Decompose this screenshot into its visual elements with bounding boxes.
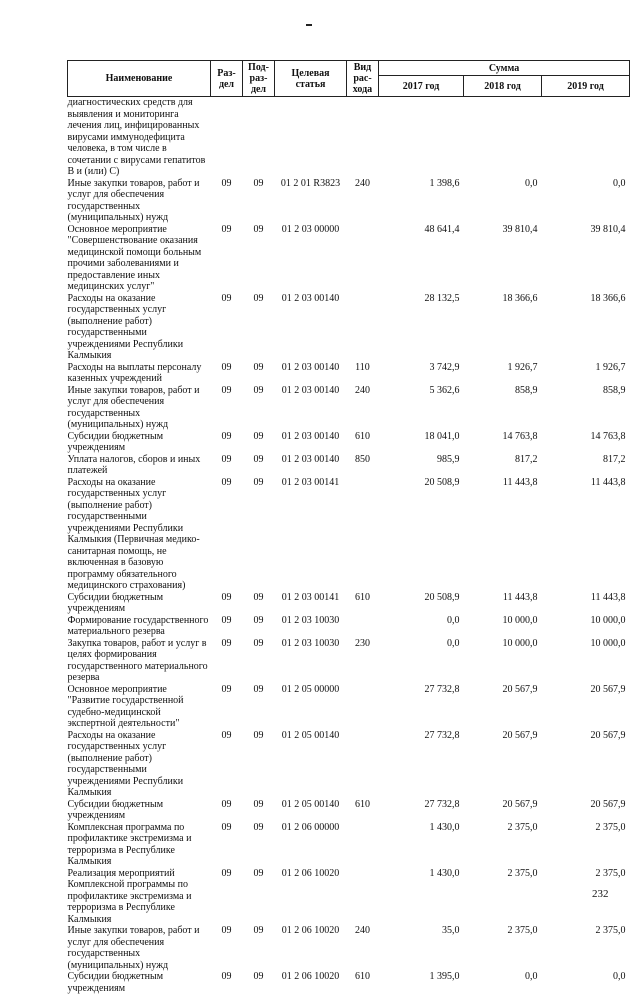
row-celevaya: 01 2 05 00140 xyxy=(275,799,347,822)
header-name: Наименование xyxy=(68,61,211,97)
table-row xyxy=(68,385,630,431)
row-celevaya: 01 2 01 R3823 xyxy=(275,178,347,224)
row-podrazdel: 09 xyxy=(243,638,275,684)
row-sum-2019: 0,0 xyxy=(542,971,630,994)
header-summa: Сумма xyxy=(379,61,630,76)
row-podrazdel: 09 xyxy=(243,224,275,293)
row-vid: 850 xyxy=(347,454,379,477)
row-sum-2019 xyxy=(542,97,630,178)
row-sum-2019: 1 926,7 xyxy=(542,362,630,385)
row-sum-2018: 20 567,9 xyxy=(464,799,542,822)
row-podrazdel: 09 xyxy=(243,684,275,730)
header-vid: Вид рас-хода xyxy=(347,61,379,97)
row-vid: 110 xyxy=(347,362,379,385)
row-sum-2017: 27 732,8 xyxy=(379,684,464,730)
row-podrazdel: 09 xyxy=(243,615,275,638)
row-sum-2017: 27 732,8 xyxy=(379,799,464,822)
row-razdel: 09 xyxy=(211,385,243,431)
table-row xyxy=(68,592,630,615)
header-year-2019: 2019 год xyxy=(542,76,630,97)
row-name: Субсидии бюджетным учреждениям xyxy=(68,592,211,615)
row-name: Комплексная программа по профилактике экстремизма и терроризма в Республике Калмыкия xyxy=(68,822,211,868)
row-celevaya: 01 2 03 00140 xyxy=(275,431,347,454)
row-vid xyxy=(347,477,379,592)
row-vid: 610 xyxy=(347,592,379,615)
row-podrazdel: 09 xyxy=(243,293,275,362)
row-vid: 240 xyxy=(347,178,379,224)
row-vid xyxy=(347,224,379,293)
row-razdel: 09 xyxy=(211,293,243,362)
row-vid: 230 xyxy=(347,638,379,684)
table-row xyxy=(68,97,630,178)
page-number: 232 xyxy=(592,888,609,900)
header-year-2018: 2018 год xyxy=(464,76,542,97)
table-row xyxy=(68,431,630,454)
row-razdel: 09 xyxy=(211,868,243,926)
row-celevaya: 01 2 03 00141 xyxy=(275,592,347,615)
row-podrazdel: 09 xyxy=(243,431,275,454)
table-row xyxy=(68,868,630,926)
row-podrazdel: 09 xyxy=(243,454,275,477)
table-row xyxy=(68,925,630,971)
row-sum-2018: 14 763,8 xyxy=(464,431,542,454)
row-razdel: 09 xyxy=(211,178,243,224)
row-sum-2017: 20 508,9 xyxy=(379,592,464,615)
row-vid xyxy=(347,97,379,178)
row-name: Иные закупки товаров, работ и услуг для обеспечения государственных (муниципальных) нужд xyxy=(68,178,211,224)
row-sum-2019: 20 567,9 xyxy=(542,730,630,799)
row-razdel: 09 xyxy=(211,822,243,868)
row-celevaya: 01 2 03 00140 xyxy=(275,293,347,362)
row-celevaya: 01 2 03 00140 xyxy=(275,454,347,477)
row-sum-2017: 18 041,0 xyxy=(379,431,464,454)
table-row xyxy=(68,293,630,362)
row-podrazdel xyxy=(243,97,275,178)
row-sum-2019: 18 366,6 xyxy=(542,293,630,362)
row-sum-2018: 18 366,6 xyxy=(464,293,542,362)
row-vid xyxy=(347,684,379,730)
row-razdel: 09 xyxy=(211,224,243,293)
row-sum-2017: 0,0 xyxy=(379,638,464,684)
row-name: Основное мероприятие "Совершенствование оказания медицинской помощи больным прочими заболеваниями и предоставление иных медицинских услуг" xyxy=(68,224,211,293)
row-sum-2019: 20 567,9 xyxy=(542,799,630,822)
row-sum-2018: 1 926,7 xyxy=(464,362,542,385)
row-celevaya: 01 2 03 10030 xyxy=(275,638,347,684)
table-row xyxy=(68,178,630,224)
row-name: Субсидии бюджетным учреждениям xyxy=(68,971,211,994)
row-celevaya: 01 2 05 00000 xyxy=(275,684,347,730)
row-sum-2017: 0,0 xyxy=(379,615,464,638)
row-name: Расходы на выплаты персоналу казенных учреждений xyxy=(68,362,211,385)
row-name: Реализация мероприятий Комплексной программы по профилактике экстремизма и терроризма в Республике Калмыкия xyxy=(68,868,211,926)
row-razdel: 09 xyxy=(211,592,243,615)
row-sum-2018: 858,9 xyxy=(464,385,542,431)
table-row xyxy=(68,730,630,799)
row-sum-2018: 2 375,0 xyxy=(464,925,542,971)
row-vid xyxy=(347,293,379,362)
row-podrazdel: 09 xyxy=(243,730,275,799)
row-sum-2018: 20 567,9 xyxy=(464,684,542,730)
header-celevaya: Целевая статья xyxy=(275,61,347,97)
row-name: Субсидии бюджетным учреждениям xyxy=(68,431,211,454)
row-podrazdel: 09 xyxy=(243,868,275,926)
row-podrazdel: 09 xyxy=(243,178,275,224)
row-name: Формирование государственного материального резерва xyxy=(68,615,211,638)
header-year-2017: 2017 год xyxy=(379,76,464,97)
row-sum-2019: 2 375,0 xyxy=(542,868,630,926)
row-sum-2017: 3 742,9 xyxy=(379,362,464,385)
row-razdel: 09 xyxy=(211,477,243,592)
row-sum-2019: 10 000,0 xyxy=(542,615,630,638)
row-sum-2019: 14 763,8 xyxy=(542,431,630,454)
row-razdel: 09 xyxy=(211,925,243,971)
row-vid: 240 xyxy=(347,385,379,431)
row-razdel: 09 xyxy=(211,638,243,684)
row-podrazdel: 09 xyxy=(243,799,275,822)
row-name: Основное мероприятие "Развитие государственной судебно-медицинской экспертной деятельности" xyxy=(68,684,211,730)
row-podrazdel: 09 xyxy=(243,362,275,385)
row-podrazdel: 09 xyxy=(243,592,275,615)
row-vid xyxy=(347,868,379,926)
row-celevaya xyxy=(275,97,347,178)
row-razdel xyxy=(211,97,243,178)
row-sum-2017 xyxy=(379,97,464,178)
row-sum-2017: 985,9 xyxy=(379,454,464,477)
row-sum-2017: 20 508,9 xyxy=(379,477,464,592)
row-name: диагностических средств для выявления и мониторинга лечения лиц, инфицированных вирусами иммунодефицита человека, в том числе в сочетании с вирусами гепатитов В и (или) С) xyxy=(68,97,211,178)
table-row xyxy=(68,638,630,684)
row-sum-2018: 10 000,0 xyxy=(464,638,542,684)
row-sum-2018: 0,0 xyxy=(464,178,542,224)
table-row xyxy=(68,971,630,994)
row-sum-2018: 20 567,9 xyxy=(464,730,542,799)
top-mark xyxy=(306,24,312,26)
row-razdel: 09 xyxy=(211,971,243,994)
table-row xyxy=(68,615,630,638)
table-row xyxy=(68,799,630,822)
row-sum-2017: 1 430,0 xyxy=(379,822,464,868)
row-razdel: 09 xyxy=(211,615,243,638)
row-vid xyxy=(347,730,379,799)
row-celevaya: 01 2 06 00000 xyxy=(275,822,347,868)
row-sum-2019: 10 000,0 xyxy=(542,638,630,684)
header-razdel: Раз-дел xyxy=(211,61,243,97)
row-razdel: 09 xyxy=(211,431,243,454)
row-celevaya: 01 2 03 10030 xyxy=(275,615,347,638)
row-sum-2019: 0,0 xyxy=(542,178,630,224)
row-podrazdel: 09 xyxy=(243,971,275,994)
table-body xyxy=(68,97,630,994)
row-sum-2018: 11 443,8 xyxy=(464,477,542,592)
row-celevaya: 01 2 03 00141 xyxy=(275,477,347,592)
row-vid xyxy=(347,615,379,638)
row-name: Уплата налогов, сборов и иных платежей xyxy=(68,454,211,477)
row-celevaya: 01 2 03 00140 xyxy=(275,362,347,385)
row-sum-2017: 1 395,0 xyxy=(379,971,464,994)
row-sum-2018 xyxy=(464,97,542,178)
row-sum-2019: 2 375,0 xyxy=(542,925,630,971)
row-sum-2017: 28 132,5 xyxy=(379,293,464,362)
row-vid xyxy=(347,822,379,868)
table-row xyxy=(68,684,630,730)
table-row xyxy=(68,454,630,477)
row-sum-2019: 817,2 xyxy=(542,454,630,477)
row-celevaya: 01 2 05 00140 xyxy=(275,730,347,799)
row-sum-2018: 11 443,8 xyxy=(464,592,542,615)
row-name: Расходы на оказание государственных услуг (выполнение работ) государственными учреждениями Республики Калмыкия xyxy=(68,730,211,799)
row-vid: 610 xyxy=(347,971,379,994)
table-row xyxy=(68,477,630,592)
row-sum-2017: 5 362,6 xyxy=(379,385,464,431)
row-sum-2017: 1 430,0 xyxy=(379,868,464,926)
row-celevaya: 01 2 06 10020 xyxy=(275,925,347,971)
row-sum-2017: 35,0 xyxy=(379,925,464,971)
row-sum-2018: 817,2 xyxy=(464,454,542,477)
row-sum-2017: 1 398,6 xyxy=(379,178,464,224)
row-name: Расходы на оказание государственных услуг (выполнение работ) государственными учреждениями Республики Калмыкия xyxy=(68,293,211,362)
row-sum-2018: 0,0 xyxy=(464,971,542,994)
row-vid: 610 xyxy=(347,799,379,822)
row-sum-2017: 27 732,8 xyxy=(379,730,464,799)
row-sum-2019: 39 810,4 xyxy=(542,224,630,293)
row-razdel: 09 xyxy=(211,362,243,385)
row-podrazdel: 09 xyxy=(243,385,275,431)
table-row xyxy=(68,362,630,385)
row-sum-2018: 39 810,4 xyxy=(464,224,542,293)
row-celevaya: 01 2 03 00000 xyxy=(275,224,347,293)
budget-table xyxy=(67,60,630,994)
table-row xyxy=(68,224,630,293)
row-podrazdel: 09 xyxy=(243,925,275,971)
row-sum-2019: 2 375,0 xyxy=(542,822,630,868)
row-podrazdel: 09 xyxy=(243,477,275,592)
row-celevaya: 01 2 06 10020 xyxy=(275,971,347,994)
row-vid: 240 xyxy=(347,925,379,971)
row-name: Иные закупки товаров, работ и услуг для обеспечения государственных (муниципальных) нужд xyxy=(68,925,211,971)
row-sum-2019: 11 443,8 xyxy=(542,477,630,592)
row-sum-2019: 858,9 xyxy=(542,385,630,431)
row-razdel: 09 xyxy=(211,684,243,730)
row-sum-2019: 20 567,9 xyxy=(542,684,630,730)
row-sum-2019: 11 443,8 xyxy=(542,592,630,615)
row-name: Закупка товаров, работ и услуг в целях формирования государственного материального резерва xyxy=(68,638,211,684)
row-celevaya: 01 2 03 00140 xyxy=(275,385,347,431)
row-celevaya: 01 2 06 10020 xyxy=(275,868,347,926)
row-name: Субсидии бюджетным учреждениям xyxy=(68,799,211,822)
table-row xyxy=(68,822,630,868)
row-razdel: 09 xyxy=(211,454,243,477)
row-sum-2017: 48 641,4 xyxy=(379,224,464,293)
row-razdel: 09 xyxy=(211,799,243,822)
row-vid: 610 xyxy=(347,431,379,454)
header-podrazdel: Под-раз-дел xyxy=(243,61,275,97)
row-sum-2018: 10 000,0 xyxy=(464,615,542,638)
row-podrazdel: 09 xyxy=(243,822,275,868)
table-header xyxy=(68,61,630,97)
row-sum-2018: 2 375,0 xyxy=(464,868,542,926)
row-name: Расходы на оказание государственных услуг (выполнение работ) государственными учреждениями Республики Калмыкия (Первичная медико-санитарная помощь, не включенная в базовую программу обязательного медицинского страхования) xyxy=(68,477,211,592)
row-sum-2018: 2 375,0 xyxy=(464,822,542,868)
row-name: Иные закупки товаров, работ и услуг для обеспечения государственных (муниципальных) нужд xyxy=(68,385,211,431)
row-razdel: 09 xyxy=(211,730,243,799)
